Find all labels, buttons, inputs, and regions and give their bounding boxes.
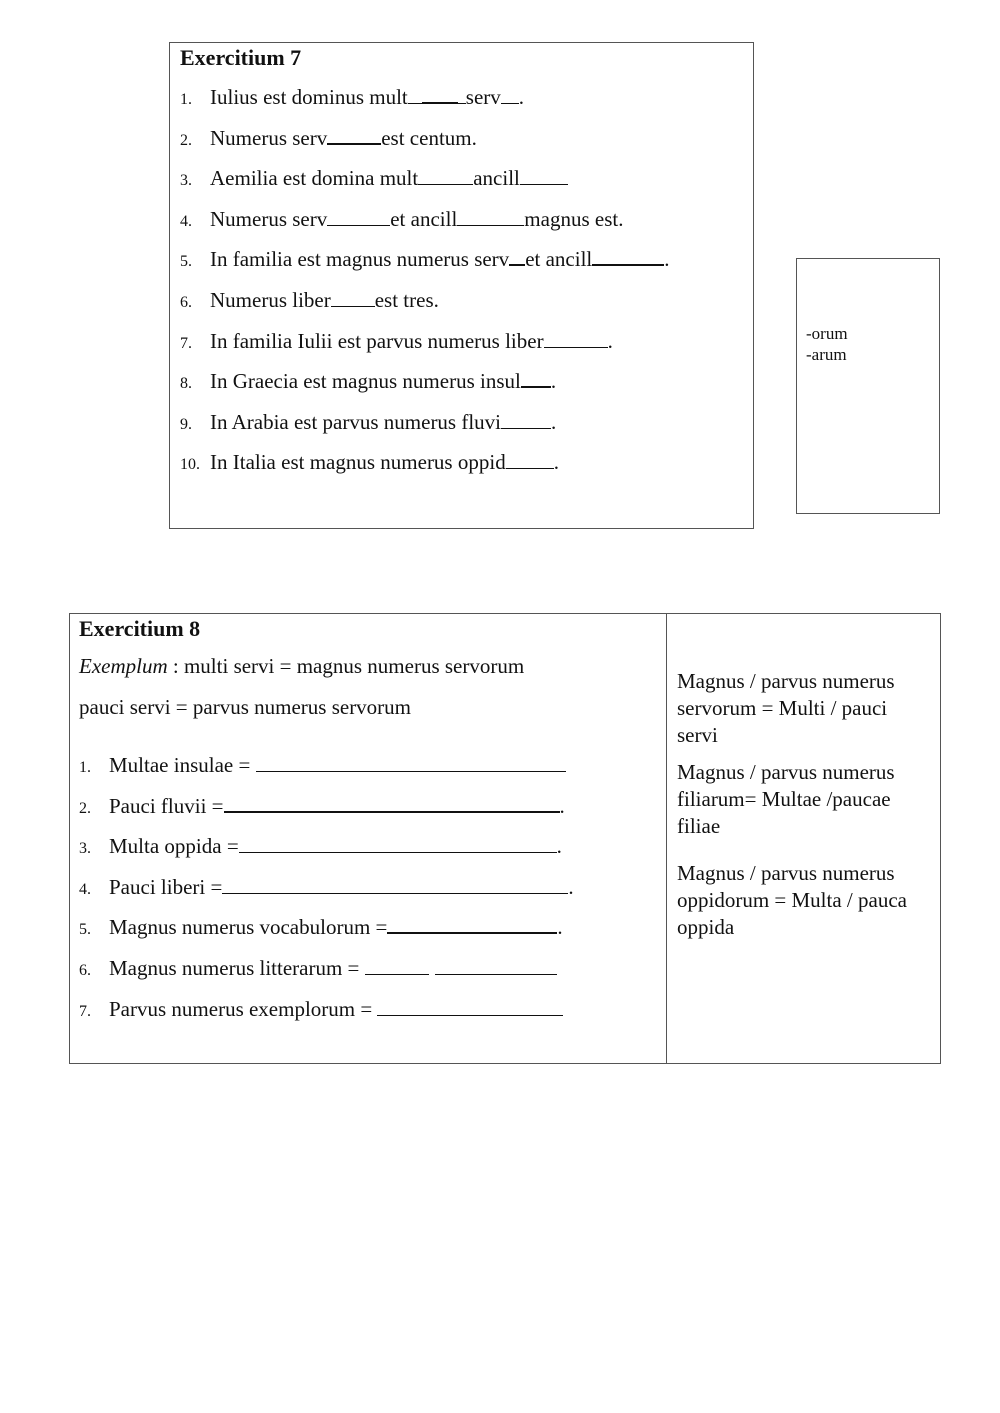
example-line-1: Exemplum : multi servi = magnus numerus servorum [79, 654, 525, 678]
answer-blank[interactable] [501, 102, 519, 104]
list-item: 2. Pauci fluvii = . [79, 793, 565, 818]
exercise-8-list [79, 753, 574, 1037]
list-item: 9. In Arabia est parvus numerus fluvi . [180, 409, 557, 434]
list-item: 1. Iulius est dominus mult serv . [180, 85, 525, 109]
answer-blank[interactable] [327, 224, 390, 226]
example-line-2: pauci servi = parvus numerus servorum [79, 695, 412, 719]
note: Magnus / parvus numerus oppidorum = Multa / pauca oppida [677, 861, 907, 939]
answer-blank[interactable] [422, 101, 458, 104]
list-item: 7. Parvus numerus exemplorum = [79, 997, 574, 1038]
answer-blank[interactable] [222, 892, 568, 894]
list-item: 3. Aemilia est domina mult ancill [180, 166, 670, 207]
answer-blank[interactable] [509, 263, 525, 266]
ending-orum[interactable]: -orum [806, 324, 848, 343]
list-item: 4. Numerus serv et ancill magnus est. [180, 206, 624, 231]
list-item: 1. Multae insulae = [79, 753, 574, 794]
example-label: Exemplum [79, 654, 168, 678]
list-item: 3. Multa oppida = . [79, 834, 562, 859]
answer-blank[interactable] [506, 467, 554, 469]
note: Magnus / parvus numerus servorum = Multi / pauci servi [677, 669, 895, 747]
exercise-7-list [180, 85, 670, 491]
exercise-8-box [69, 613, 941, 1064]
list-item: 6. Magnus numerus litterarum = [79, 956, 574, 997]
answer-blank[interactable] [458, 102, 466, 104]
answer-blank[interactable] [592, 263, 664, 266]
list-item: 8. In Graecia est magnus numerus insul . [180, 369, 557, 394]
answer-blank[interactable] [521, 385, 551, 388]
answer-blank[interactable] [387, 931, 557, 934]
answer-blank[interactable] [327, 142, 381, 145]
answer-blank[interactable] [435, 973, 557, 975]
endings-list [806, 323, 848, 365]
answer-blank[interactable] [501, 427, 551, 429]
answer-blank[interactable] [408, 102, 422, 104]
list-item: 5. In familia est magnus numerus serv et ancill . [180, 247, 670, 272]
exercise-8-title: Exercitium 8 [79, 616, 201, 641]
exercise-7-box [169, 42, 754, 529]
answer-blank[interactable] [544, 346, 608, 348]
answer-blank[interactable] [418, 183, 473, 185]
answer-blank[interactable] [377, 1014, 563, 1016]
answer-blank[interactable] [256, 770, 566, 772]
grammar-notes [677, 668, 932, 951]
answer-blank[interactable] [239, 851, 557, 853]
exercise-7-title: Exercitium 7 [180, 45, 302, 70]
answer-blank[interactable] [457, 224, 524, 226]
column-divider [666, 614, 667, 1063]
list-item: 10. In Italia est magnus numerus oppid . [180, 450, 559, 475]
answer-blank[interactable] [365, 973, 429, 975]
answer-blank[interactable] [331, 305, 375, 307]
list-item: 7. In familia Iulii est parvus numerus liber . [180, 328, 613, 353]
endings-box [796, 258, 940, 514]
list-item: 4. Pauci liberi = . [79, 874, 574, 899]
note: Magnus / parvus numerus filiarum= Multae /paucae filiae [677, 760, 895, 838]
list-item: 2. Numerus serv est centum. [180, 125, 477, 150]
ending-arum[interactable]: -arum [806, 345, 847, 364]
list-item: 6. Numerus liber est tres. [180, 287, 439, 312]
answer-blank[interactable] [520, 183, 568, 185]
list-item: 5. Magnus numerus vocabulorum = . [79, 915, 563, 940]
answer-blank[interactable] [224, 810, 560, 813]
